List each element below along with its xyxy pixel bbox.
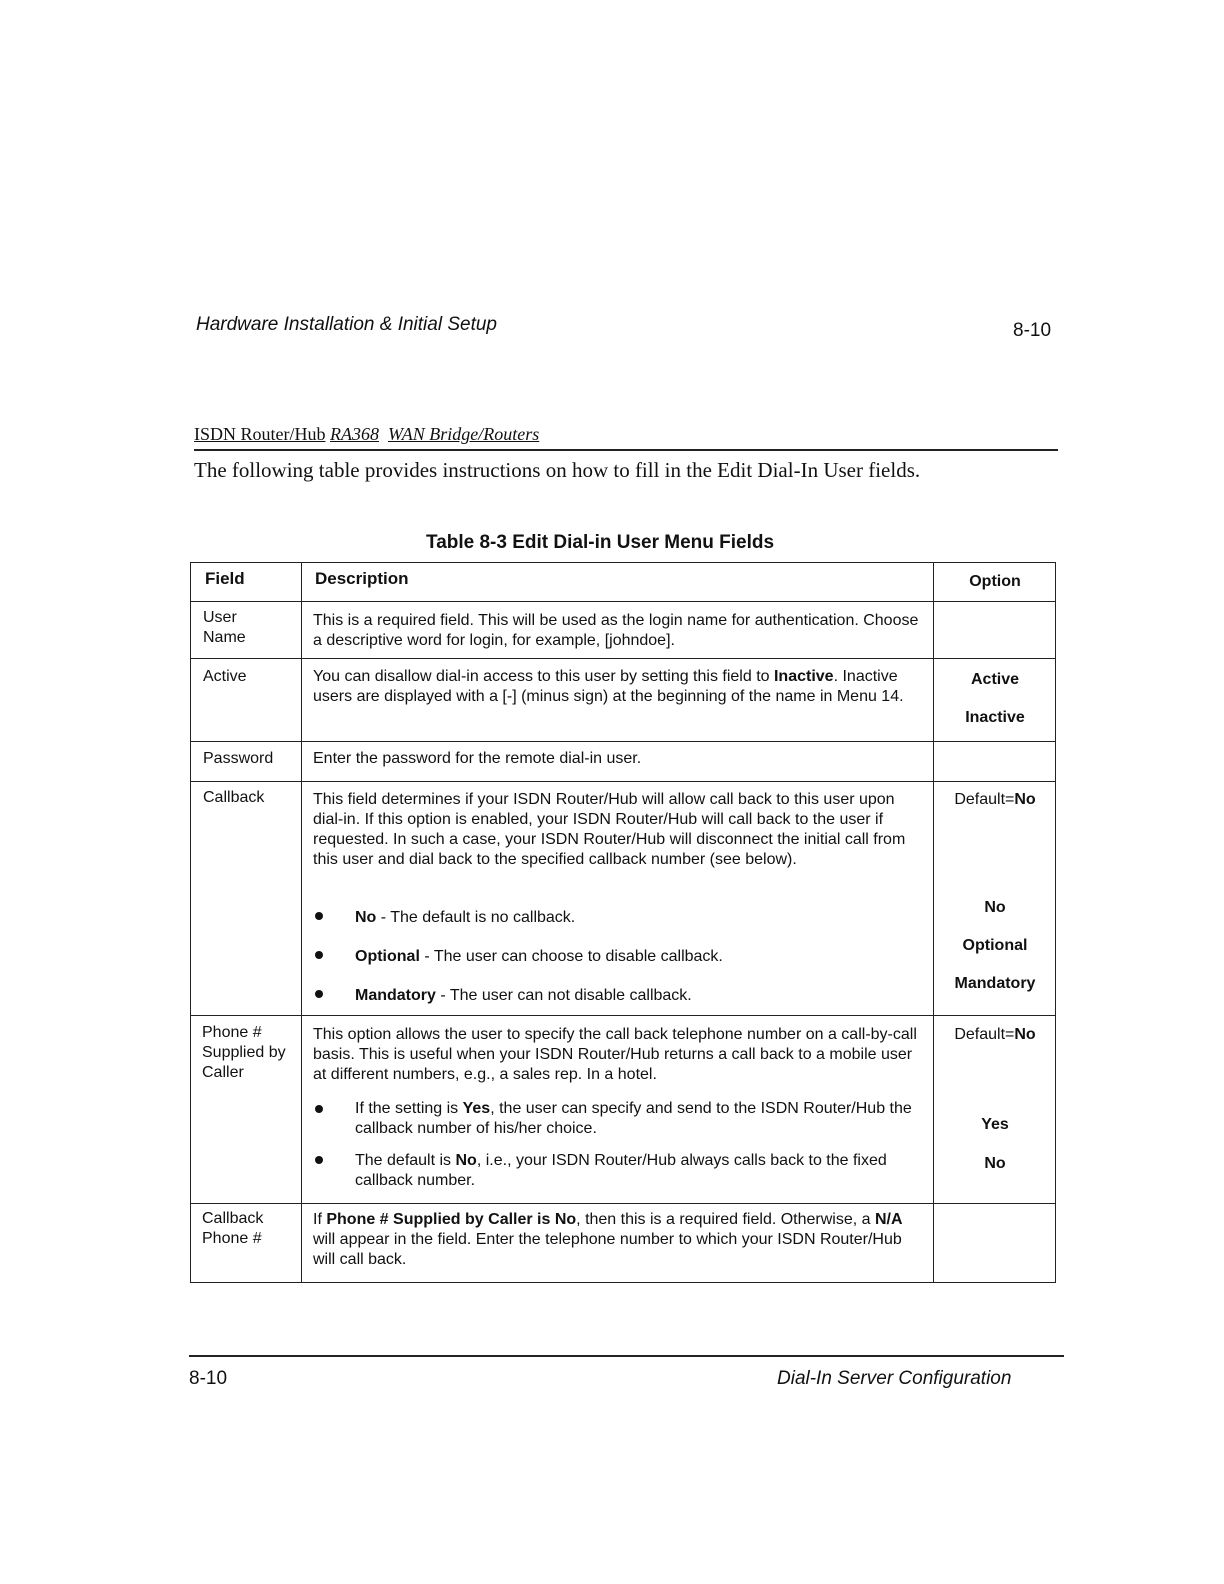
default-label: Default= xyxy=(954,1026,1015,1043)
row-divider xyxy=(191,1015,1055,1016)
option-mandatory: Mandatory xyxy=(954,975,1036,992)
field-user-name: User Name xyxy=(203,609,246,646)
bullet-dot xyxy=(315,951,323,959)
bullet-dot xyxy=(315,990,323,998)
bullet-text: , i.e., your ISDN Router/Hub always calls back to the fixed callback number. xyxy=(355,1152,887,1189)
footer-page-number: 8-10 xyxy=(189,1368,228,1389)
callback-bullet-no xyxy=(355,908,575,928)
header-description: Description xyxy=(315,569,409,588)
bullet-term: Mandatory xyxy=(355,987,436,1004)
option-optional: Optional xyxy=(962,937,1028,954)
field-active: Active xyxy=(203,668,247,685)
desc-term: N/A xyxy=(874,1211,903,1228)
default-label: Default= xyxy=(954,791,1015,808)
row-divider xyxy=(191,1203,1055,1204)
row-divider xyxy=(191,781,1055,782)
description-active xyxy=(313,667,925,707)
product-prefix: ISDN Router/Hub xyxy=(194,424,326,444)
desc-text: You can disallow dial-in access to this user by setting this field to xyxy=(313,668,774,685)
bullet-term: Yes xyxy=(462,1100,491,1117)
desc-term: No xyxy=(554,1211,577,1228)
description-callback-phone xyxy=(313,1210,925,1270)
product-suffix: WAN Bridge/Routers xyxy=(388,424,540,444)
field-password: Password xyxy=(203,750,274,767)
desc-term: is xyxy=(532,1211,555,1228)
row-divider xyxy=(191,601,1055,602)
footer-rule xyxy=(189,1355,1064,1357)
desc-text: , then this is a required field. Otherwise, a xyxy=(576,1211,875,1228)
header-option: Option xyxy=(969,573,1021,590)
running-header-title: Hardware Installation & Initial Setup xyxy=(196,314,497,335)
header-field: Field xyxy=(205,569,245,588)
phone-bullet-no xyxy=(355,1151,915,1191)
description-user-name: This is a required field. This will be used as the login name for authentication. Choose a descriptive word for login, for example, [johndoe]. xyxy=(313,612,919,649)
default-value: No xyxy=(1014,1026,1036,1043)
bullet-text: - The user can choose to disable callback. xyxy=(419,948,723,965)
bullet-text: The default is xyxy=(355,1152,456,1169)
default-value: No xyxy=(1014,791,1036,808)
field-callback: Callback xyxy=(203,789,265,806)
desc-term: Inactive xyxy=(773,668,834,685)
desc-text: will appear in the field. Enter the telephone number to which your ISDN Router/Hub will call back. xyxy=(313,1231,902,1268)
bullet-dot xyxy=(315,1156,323,1164)
desc-text: If xyxy=(313,1211,327,1228)
bullet-term: Optional xyxy=(355,948,420,965)
intro-paragraph: The following table provides instructions on how to fill in the Edit Dial-In User fields. xyxy=(194,458,921,482)
option-active: Active xyxy=(970,671,1020,688)
fields-table xyxy=(190,562,1056,1283)
footer-chapter-title: Dial-In Server Configuration xyxy=(777,1368,1012,1389)
bullet-text: - The user can not disable callback. xyxy=(435,987,692,1004)
description-callback: This field determines if your ISDN Router/Hub will allow call back to this user upon dial-in. If this option is enabled, your ISDN Router/Hub will call back to the user if requested. In such a case, your ISDN Router/Hub will disconnect the initial call from this user and dial back to the specified callback number (see below). xyxy=(313,791,906,868)
phone-bullet-yes xyxy=(355,1099,915,1139)
running-header-page-number: 8-10 xyxy=(1013,320,1052,341)
desc-text: . Inactive users are displayed with a [-] (minus sign) at the beginning of the name in Menu 14. xyxy=(313,668,904,705)
callback-bullet-mandatory xyxy=(355,986,692,1006)
callback-default xyxy=(934,791,1056,809)
option-no: No xyxy=(984,899,1006,916)
table-caption: Table 8-3 Edit Dial-in User Menu Fields xyxy=(426,532,775,553)
bullet-text: If the setting is xyxy=(355,1100,463,1117)
column-divider xyxy=(301,563,302,1282)
description-phone-supplied: This option allows the user to specify the call back telephone number on a call-by-call basis. This is useful when your ISDN Router/Hub returns a call back to a mobile user at different numbers, e.g., a sales rep. In a hotel. xyxy=(313,1026,917,1083)
bullet-text: - The default is no callback. xyxy=(376,909,576,926)
description-password: Enter the password for the remote dial-in user. xyxy=(313,750,642,767)
option-yes: Yes xyxy=(981,1116,1009,1133)
bullet-dot xyxy=(315,912,323,920)
desc-term: Phone # Supplied by Caller xyxy=(326,1211,533,1228)
phone-default xyxy=(934,1026,1056,1044)
bullet-dot xyxy=(315,1105,323,1113)
field-callback-phone: Callback Phone # xyxy=(202,1210,264,1247)
bullet-term: No xyxy=(455,1152,477,1169)
bullet-text: , the user can specify and send to the ISDN Router/Hub the callback number of his/her choice. xyxy=(355,1100,912,1137)
product-line xyxy=(194,424,1058,451)
product-model: RA368 xyxy=(330,424,379,444)
row-divider xyxy=(191,658,1055,659)
field-phone-supplied: Phone # Supplied by Caller xyxy=(202,1024,286,1081)
option-inactive: Inactive xyxy=(965,709,1025,726)
option-no: No xyxy=(984,1155,1006,1172)
callback-bullet-optional xyxy=(355,947,723,967)
bullet-term: No xyxy=(355,909,377,926)
row-divider xyxy=(191,741,1055,742)
